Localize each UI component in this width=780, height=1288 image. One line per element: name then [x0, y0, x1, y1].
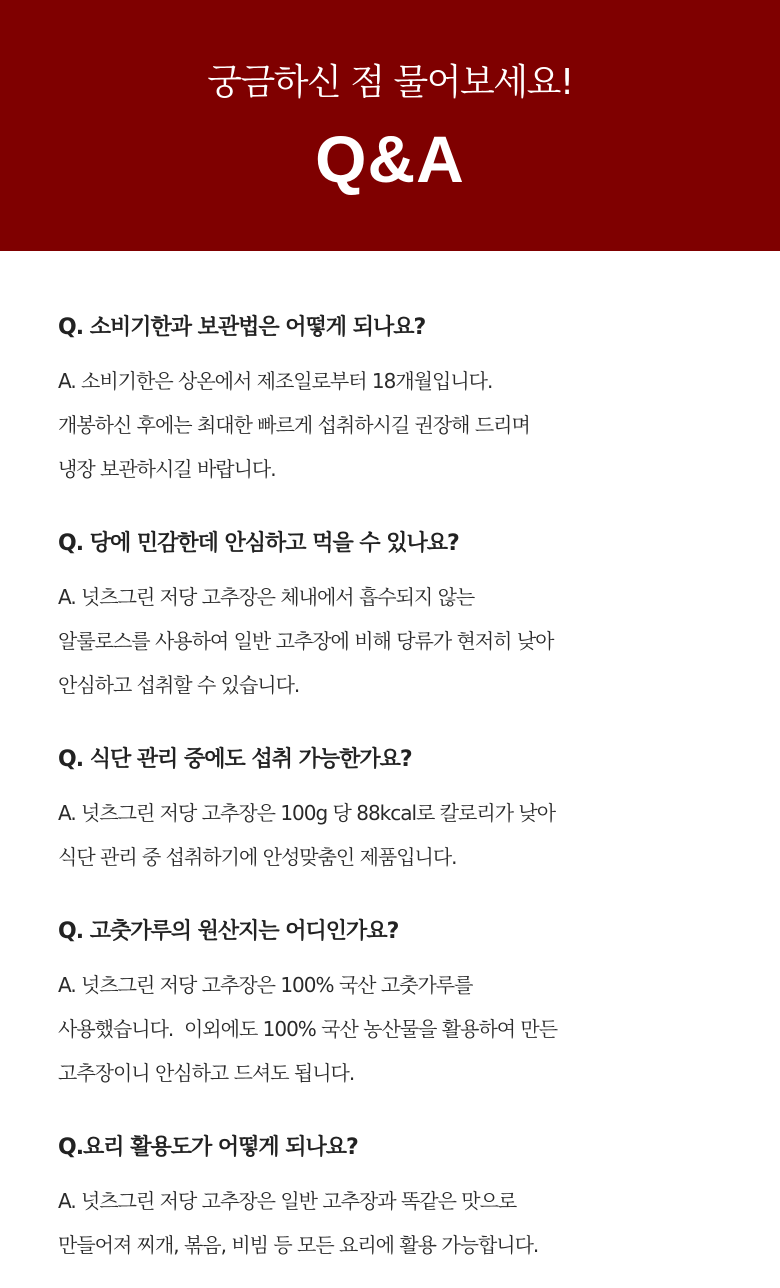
- header-title: Q&A: [315, 122, 465, 196]
- qa-item: [58, 1133, 780, 1267]
- question-text: Q. 식단 관리 중에도 섭취 가능한가요?: [58, 747, 412, 772]
- qa-list: [0, 251, 780, 1267]
- answer-line: 식단 관리 중 섭취하기에 안성맞춤인 제품입니다.: [58, 845, 457, 869]
- answer-text: [58, 575, 780, 707]
- answer-line: 사용했습니다. 이외에도 100% 국산 농산물을 활용하여 만든: [58, 1017, 558, 1041]
- question-text: Q.요리 활용도가 어떻게 되나요?: [58, 1135, 358, 1160]
- answer-text: [58, 359, 780, 491]
- answer-line: A. 소비기한은 상온에서 제조일로부터 18개월입니다.: [58, 369, 493, 393]
- qa-item: [58, 745, 780, 879]
- answer-line: A. 넛츠그린 저당 고추장은 100% 국산 고춧가루를: [58, 973, 473, 997]
- answer-line: 냉장 보관하시길 바랍니다.: [58, 457, 276, 481]
- answer-line: 고추장이니 안심하고 드셔도 됩니다.: [58, 1061, 355, 1085]
- qa-item: [58, 313, 780, 491]
- qa-item: [58, 529, 780, 707]
- answer-text: [58, 1179, 780, 1267]
- answer-line: 만들어져 찌개, 볶음, 비빔 등 모든 요리에 활용 가능합니다.: [58, 1233, 539, 1257]
- qa-item: [58, 917, 780, 1095]
- answer-line: A. 넛츠그린 저당 고추장은 체내에서 흡수되지 않는: [58, 585, 475, 609]
- question-text: Q. 소비기한과 보관법은 어떻게 되나요?: [58, 315, 426, 340]
- answer-line: 안심하고 섭취할 수 있습니다.: [58, 673, 300, 697]
- answer-line: 알룰로스를 사용하여 일반 고추장에 비해 당류가 현저히 낮아: [58, 629, 554, 653]
- answer-text: [58, 791, 780, 879]
- qa-header: [0, 0, 780, 251]
- answer-text: [58, 963, 780, 1095]
- answer-line: A. 넛츠그린 저당 고추장은 일반 고추장과 똑같은 맛으로: [58, 1189, 517, 1213]
- header-subtitle: 궁금하신 점 물어보세요!: [207, 62, 573, 103]
- question-text: Q. 고춧가루의 원산지는 어디인가요?: [58, 919, 399, 944]
- question-text: Q. 당에 민감한데 안심하고 먹을 수 있나요?: [58, 531, 459, 556]
- answer-line: 개봉하신 후에는 최대한 빠르게 섭취하시길 권장해 드리며: [58, 413, 530, 437]
- answer-line: A. 넛츠그린 저당 고추장은 100g 당 88kcal로 칼로리가 낮아: [58, 801, 556, 825]
